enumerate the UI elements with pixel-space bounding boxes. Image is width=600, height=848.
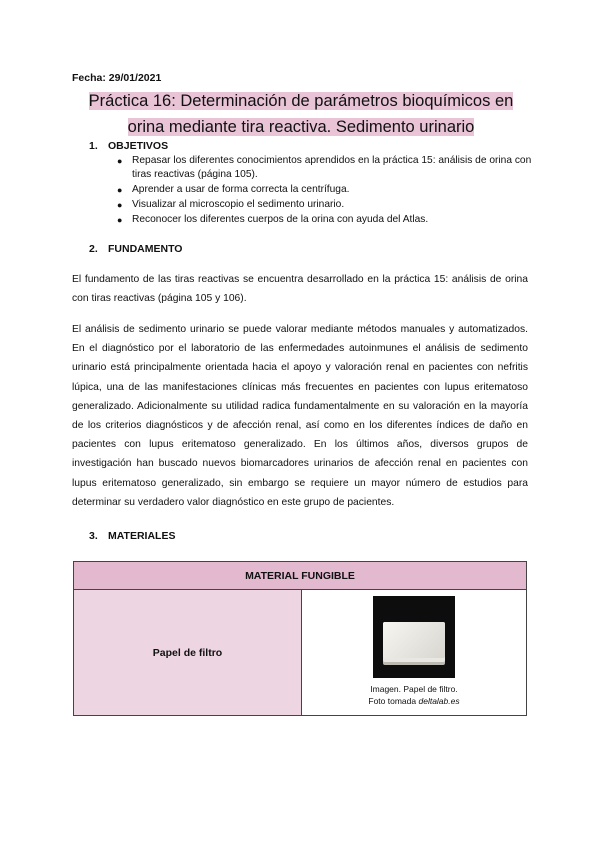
bullet-icon: ● — [117, 156, 123, 166]
objectives-list — [112, 154, 532, 228]
bullet-icon: ● — [117, 185, 123, 195]
table-header: MATERIAL FUNGIBLE — [74, 562, 527, 590]
filter-paper-photo — [373, 596, 455, 678]
table-row — [74, 590, 527, 716]
section-title: MATERIALES — [108, 530, 176, 542]
section-heading-objetivos — [89, 140, 168, 152]
section-title: OBJETIVOS — [108, 140, 169, 152]
document-title — [72, 88, 530, 140]
fundamento-paragraph-2: El análisis de sedimento urinario se puede valorar mediante métodos manuales y automatizados. En el diagnóstico por el laboratorio de las enfermedades autoinmunes el análisis de sedimento urinario está principalmente orientada hacia el apoyo y valoración renal en pacientes con nefritis lúpica, una de las manifestaciones clínicas más frecuentes en pacientes con lupus eritematoso generalizado. Adicionalmente su utilidad radica fundamentalmente en su valoración en la mayoría de los criterios diagnósticos y de afección renal, así como en los diferentes índices de daño en pacientes con lupus eritematoso generalizado. En los últimos años, diversos grupos de investigación han buscado nuevos biomarcadores urinarios de afección renal en pacientes con lupus eritematoso generalizado, sin embargo se requiere un mayor número de estudios para determinar su verdadero valor diagnóstico en este grupo de pacientes. — [72, 324, 528, 508]
materials-table — [73, 561, 527, 716]
section-number: 3. — [89, 530, 98, 542]
date-label: Fecha: 29/01/2021 — [72, 72, 162, 84]
image-caption: Imagen. Papel de filtro. Foto tomada deltalab.es — [368, 684, 460, 706]
material-image-cell — [302, 590, 527, 716]
bullet-icon: ● — [117, 215, 123, 225]
caption-source: deltalab.es — [418, 696, 460, 706]
fundamento-paragraph-1: El fundamento de las tiras reactivas se encuentra desarrollado en la práctica 15: análisis de orina con tiras reactivas (página 105 y 106). — [72, 274, 528, 305]
section-title: FUNDAMENTO — [108, 243, 183, 255]
section-heading-materiales — [89, 530, 175, 542]
section-heading-fundamento — [89, 243, 182, 255]
list-item: ● Repasar los diferentes conocimientos aprendidos en la práctica 15: análisis de orina con tiras reactivas (página 105). — [117, 155, 532, 180]
list-item: ● Aprender a usar de forma correcta la centrífuga. — [117, 184, 350, 195]
material-name-cell: Papel de filtro — [74, 590, 302, 716]
title-line-2: orina mediante tira reactiva. Sedimento urinario — [127, 118, 475, 136]
list-item: ● Reconocer los diferentes cuerpos de la orina con ayuda del Atlas. — [117, 214, 429, 225]
bullet-icon: ● — [117, 200, 123, 210]
section-number: 2. — [89, 243, 98, 255]
title-line-1: Práctica 16: Determinación de parámetros bioquímicos en — [88, 92, 514, 110]
section-number: 1. — [89, 140, 98, 152]
list-item: ● Visualizar al microscopio el sedimento urinario. — [117, 199, 345, 210]
